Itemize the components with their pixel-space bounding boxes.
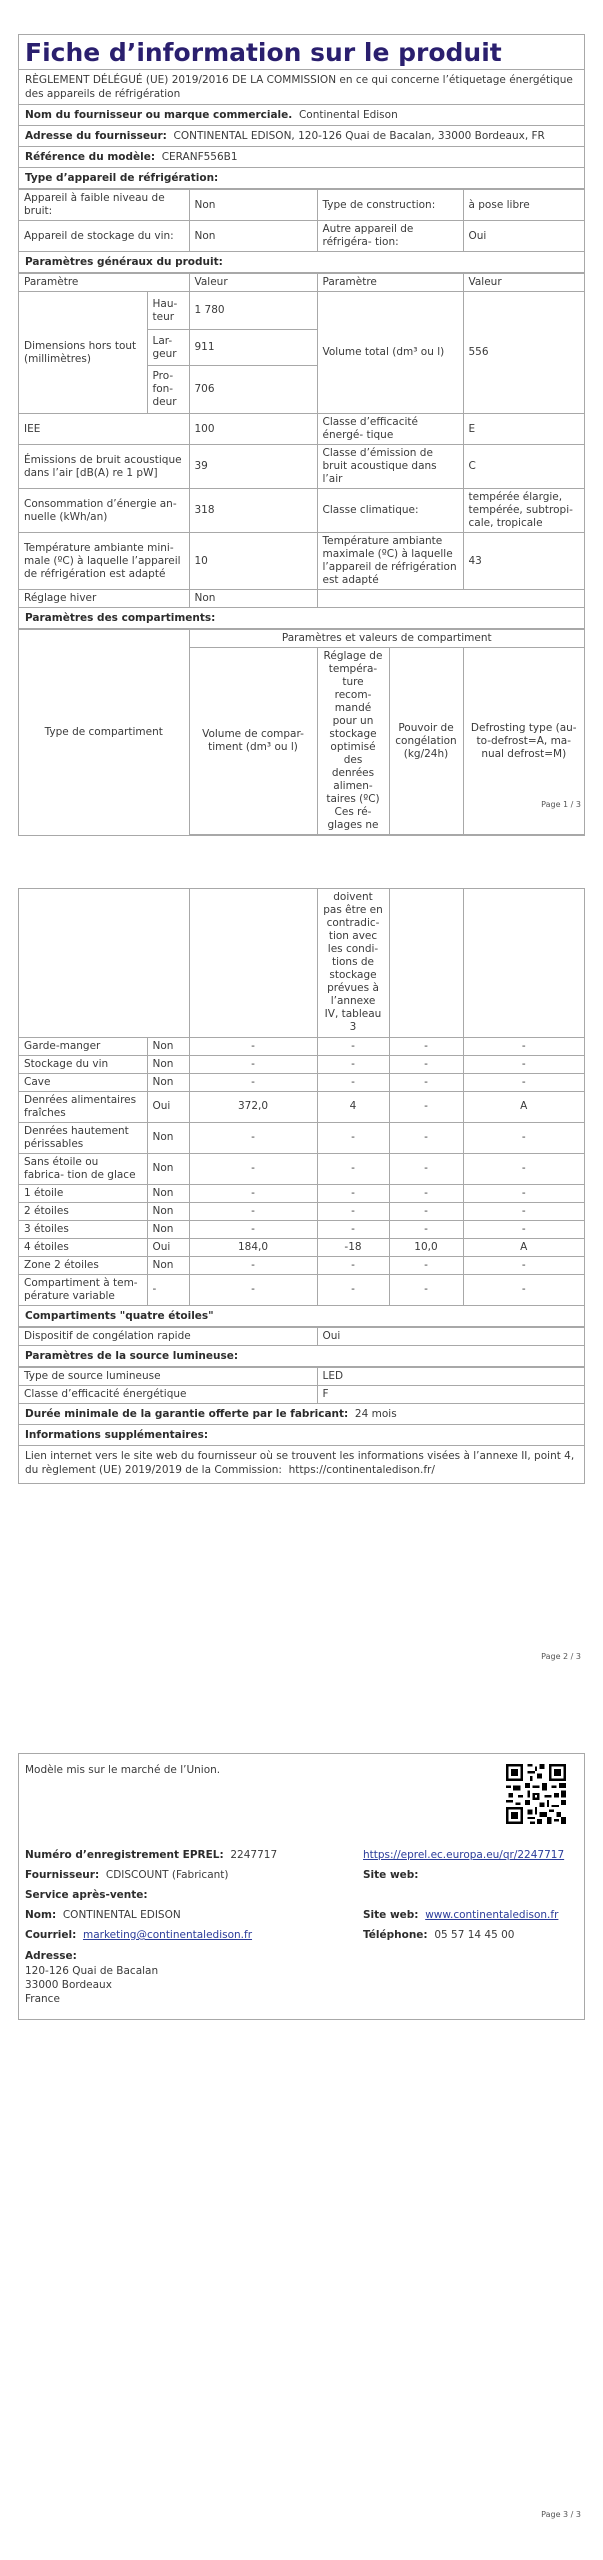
supplier-address-label: Adresse du fournisseur: <box>25 130 167 142</box>
appliance-type-heading: Type d’appareil de réfrigération: <box>19 168 584 189</box>
col-param-header-2: Paramètre <box>317 274 463 292</box>
light-heading: Paramètres de la source lumineuse: <box>19 1346 584 1367</box>
consumption-value: 318 <box>189 489 317 533</box>
table-row <box>19 1153 584 1184</box>
compartment-volume: - <box>189 1184 317 1202</box>
compartment-temp: - <box>317 1256 389 1274</box>
compartment-freezing: - <box>389 1274 463 1305</box>
compartment-temp: - <box>317 1122 389 1153</box>
guarantee-label: Durée minimale de la garantie offerte par le fabricant: <box>25 1407 349 1420</box>
table-row <box>19 1122 584 1153</box>
compartment-temp: -18 <box>317 1238 389 1256</box>
compartment-name: 3 étoiles <box>19 1220 147 1238</box>
compartment-volume: - <box>189 1122 317 1153</box>
compartment-temp: - <box>317 1202 389 1220</box>
compartment-name: Zone 2 étoiles <box>19 1256 147 1274</box>
other-value: Oui <box>463 221 584 252</box>
type-header: Type de compartiment <box>19 630 189 835</box>
address-line-1: 120-126 Quai de Bacalan <box>25 1965 159 1977</box>
supplier-name-label: Nom du fournisseur ou marque commerciale. <box>25 109 293 121</box>
compartment-defrost: A <box>463 1238 584 1256</box>
max-temp-label: Température ambiante maximale (ºC) à laquelle l’appareil de réfrigération est adapté <box>317 533 463 590</box>
compartment-name: Sans étoile ou fabrica- tion de glace <box>19 1153 147 1184</box>
page-number-3: Page 3 / 3 <box>541 2510 581 2519</box>
service-address-block <box>25 1964 158 2006</box>
compartment-freezing: - <box>389 1202 463 1220</box>
compartment-freezing: - <box>389 1055 463 1073</box>
eprel-link[interactable]: https://eprel.ec.europa.eu/qr/2247717 <box>363 1849 565 1861</box>
compartment-freezing: - <box>389 1256 463 1274</box>
wine-label: Appareil de stockage du vin: <box>19 221 189 252</box>
compartment-present: Non <box>147 1184 189 1202</box>
service-mail-link[interactable]: marketing@continentaledison.fr <box>82 1929 253 1941</box>
service-mail-label: Courriel: <box>25 1929 77 1941</box>
iee-label: IEE <box>19 414 189 445</box>
address-line-2: 33000 Bordeaux <box>25 1979 112 1991</box>
service-address-label: Adresse: <box>25 1950 77 1962</box>
other-label: Autre appareil de réfrigéra- tion: <box>317 221 463 252</box>
address-line-3: France <box>25 1993 60 2005</box>
compartment-defrost: - <box>463 1184 584 1202</box>
compartments-header-table <box>19 629 584 835</box>
additional-text: Lien internet vers le site web du fournisseur où se trouvent les informations visées à l’annexe II, point 4, du règlement (UE) 2019/2019 de la Commission: <box>25 1449 575 1476</box>
page-number-2: Page 2 / 3 <box>541 1652 581 1661</box>
height-value: 1 780 <box>189 292 317 330</box>
width-label: Lar- geur <box>147 330 189 366</box>
page-title: Fiche d’information sur le produit <box>19 35 584 70</box>
compartment-defrost: - <box>463 1122 584 1153</box>
manufacturer-value: CDISCOUNT (Fabricant) <box>105 1869 229 1881</box>
table-row <box>19 1073 584 1091</box>
compartment-present: Non <box>147 1220 189 1238</box>
compartment-temp: - <box>317 1073 389 1091</box>
compartment-present: Non <box>147 1153 189 1184</box>
wine-value: Non <box>189 221 317 252</box>
compartment-volume: - <box>189 1055 317 1073</box>
col-value-header-2: Valeur <box>463 274 584 292</box>
site-label: Site web: <box>363 1869 419 1881</box>
compartment-volume: - <box>189 1073 317 1091</box>
model-label: Référence du modèle: <box>25 151 156 163</box>
four-star-heading: Compartiments "quatre étoiles" <box>19 1306 584 1327</box>
noise-label: Émissions de bruit acoustique dans l’air [dB(A) re 1 pW] <box>19 445 189 489</box>
low-noise-value: Non <box>189 190 317 221</box>
height-label: Hau- teur <box>147 292 189 330</box>
table-row <box>19 1220 584 1238</box>
construction-value: à pose libre <box>463 190 584 221</box>
table-row <box>19 1091 584 1122</box>
light-type-label: Type de source lumineuse <box>19 1367 317 1385</box>
compartment-name: Stockage du vin <box>19 1055 147 1073</box>
service-name-value: CONTINENTAL EDISON <box>62 1909 181 1921</box>
col-value-header: Valeur <box>189 274 317 292</box>
compartment-present: Non <box>147 1055 189 1073</box>
compartment-temp: 4 <box>317 1091 389 1122</box>
page-3-sheet <box>18 1753 585 2020</box>
compartment-name: 1 étoile <box>19 1184 147 1202</box>
compartment-defrost: - <box>463 1037 584 1055</box>
model-row <box>19 147 584 168</box>
consumption-label: Consommation d’énergie an- nuelle (kWh/an) <box>19 489 189 533</box>
service-mail-line <box>25 1929 252 1941</box>
compartment-freezing: 10,0 <box>389 1238 463 1256</box>
col-param-header: Paramètre <box>19 274 189 292</box>
compartment-volume: - <box>189 1037 317 1055</box>
noise-value: 39 <box>189 445 317 489</box>
type-header-cont <box>19 889 189 1037</box>
compartment-defrost: A <box>463 1091 584 1122</box>
compartment-freezing: - <box>389 1184 463 1202</box>
service-phone-value: 05 57 14 45 00 <box>434 1929 515 1941</box>
market-text: Modèle mis sur le marché de l’Union. <box>25 1764 221 1776</box>
page-2-sheet <box>18 888 585 1484</box>
light-class-value: F <box>317 1385 584 1403</box>
fast-freeze-label: Dispositif de congélation rapide <box>19 1327 317 1345</box>
depth-label: Pro- fon- deur <box>147 366 189 414</box>
compartment-present: Non <box>147 1037 189 1055</box>
volume-header: Volume de compar- timent (dm³ ou l) <box>189 648 317 835</box>
light-class-label: Classe d’efficacité énergétique <box>19 1385 317 1403</box>
compartment-volume: - <box>189 1153 317 1184</box>
compartment-present: Non <box>147 1256 189 1274</box>
light-type-value: LED <box>317 1367 584 1385</box>
compartment-present: Oui <box>147 1091 189 1122</box>
setting-header-part2: doivent pas être en contradic- tion avec les condi- tions de stockage prévues à l’annexe IV, tableau 3 <box>317 889 389 1037</box>
eprel-line <box>25 1849 277 1861</box>
min-temp-label: Température ambiante mini- male (ºC) à laquelle l’appareil de réfrigération est adapté <box>19 533 189 590</box>
compartment-freezing: - <box>389 1122 463 1153</box>
compartment-freezing: - <box>389 1091 463 1122</box>
setting-header-part1: Réglage de tempéra- ture recom- mandé pour un stockage optimisé des denrées alimen- taires (ºC) Ces ré- glages ne <box>317 648 389 835</box>
iee-value: 100 <box>189 414 317 445</box>
winter-value: Non <box>189 590 317 608</box>
defrost-header: Defrosting type (au- to-defrost=A, ma- nual defrost=M) <box>463 648 584 835</box>
climate-label: Classe climatique: <box>317 489 463 533</box>
compartments-heading: Paramètres des compartiments: <box>19 608 584 629</box>
compartment-defrost: - <box>463 1055 584 1073</box>
additional-row <box>19 1446 584 1483</box>
noise-class-label: Classe d’émission de bruit acoustique dans l’air <box>317 445 463 489</box>
volume-header-cont <box>189 889 317 1037</box>
regulation-text: RÈGLEMENT DÉLÉGUÉ (UE) 2019/2016 DE LA COMMISSION en ce qui concerne l’étiquetage énergétique des appareils de réfrigération <box>19 70 584 105</box>
winter-label: Réglage hiver <box>19 590 189 608</box>
compartment-temp: - <box>317 1274 389 1305</box>
eff-class-label: Classe d’efficacité énergé- tique <box>317 414 463 445</box>
table-row <box>19 1274 584 1305</box>
general-heading: Paramètres généraux du produit: <box>19 252 584 273</box>
compartment-temp: - <box>317 1184 389 1202</box>
supplier-address-value: CONTINENTAL EDISON, 120-126 Quai de Bacalan, 33000 Bordeaux, FR <box>173 130 545 142</box>
additional-heading: Informations supplémentaires: <box>19 1425 584 1446</box>
compartment-present: Non <box>147 1073 189 1091</box>
compartment-present: Oui <box>147 1238 189 1256</box>
compartment-volume: - <box>189 1220 317 1238</box>
compartment-defrost: - <box>463 1202 584 1220</box>
table-row <box>19 1256 584 1274</box>
compartment-volume: - <box>189 1274 317 1305</box>
compartment-volume: - <box>189 1202 317 1220</box>
guarantee-value: 24 mois <box>354 1407 397 1420</box>
four-star-table <box>19 1327 584 1346</box>
page-1-sheet <box>18 34 585 836</box>
light-table <box>19 1367 584 1404</box>
defrost-header-cont <box>463 889 584 1037</box>
compartment-rows <box>19 1037 584 1305</box>
compartment-temp: - <box>317 1220 389 1238</box>
table-row <box>19 1184 584 1202</box>
volume-label: Volume total (dm³ ou l) <box>317 292 463 414</box>
supplier-address-row <box>19 126 584 147</box>
table-row <box>19 1238 584 1256</box>
aftersales-label: Service après-vente: <box>25 1889 148 1901</box>
eff-class-value: E <box>463 414 584 445</box>
manufacturer-label: Fournisseur: <box>25 1869 100 1881</box>
compartment-name: Compartiment à tem- pérature variable <box>19 1274 147 1305</box>
min-temp-value: 10 <box>189 533 317 590</box>
service-web-line <box>363 1909 558 1921</box>
width-value: 911 <box>189 330 317 366</box>
service-web-link[interactable]: www.continentaledison.fr <box>425 1909 559 1921</box>
table-row <box>19 1055 584 1073</box>
general-table <box>19 273 584 608</box>
compartment-freezing: - <box>389 1153 463 1184</box>
compartment-present: Non <box>147 1122 189 1153</box>
compartment-volume: 372,0 <box>189 1091 317 1122</box>
freezing-header-cont <box>389 889 463 1037</box>
construction-label: Type de construction: <box>317 190 463 221</box>
empty-cell <box>317 590 584 608</box>
compartment-name: Denrées hautement périssables <box>19 1122 147 1153</box>
table-row <box>19 1202 584 1220</box>
compartment-freezing: - <box>389 1073 463 1091</box>
compartment-temp: - <box>317 1037 389 1055</box>
group-header: Paramètres et valeurs de compartiment <box>189 630 584 648</box>
depth-value: 706 <box>189 366 317 414</box>
dims-label: Dimensions hors tout (millimètres) <box>19 292 147 414</box>
supplier-name-row <box>19 105 584 126</box>
supplier-name-value: Continental Edison <box>298 109 398 121</box>
compartment-present: Non <box>147 1202 189 1220</box>
appliance-type-table <box>19 189 584 252</box>
manufacturer-line <box>25 1869 229 1881</box>
compartment-name: Denrées alimentaires fraîches <box>19 1091 147 1122</box>
volume-value: 556 <box>463 292 584 414</box>
compartment-defrost: - <box>463 1153 584 1184</box>
table-row <box>19 1037 584 1055</box>
guarantee-row <box>19 1404 584 1425</box>
max-temp-value: 43 <box>463 533 584 590</box>
service-name-line <box>25 1909 181 1921</box>
compartment-volume: - <box>189 1256 317 1274</box>
compartment-temp: - <box>317 1153 389 1184</box>
climate-value: tempérée élargie, tempérée, subtropi- cale, tropicale <box>463 489 584 533</box>
compartment-temp: - <box>317 1055 389 1073</box>
compartment-present: - <box>147 1274 189 1305</box>
service-phone-line <box>363 1929 514 1941</box>
compartments-table <box>19 889 584 1306</box>
service-web-label: Site web: <box>363 1909 419 1921</box>
compartment-defrost: - <box>463 1274 584 1305</box>
page-number-1: Page 1 / 3 <box>541 800 581 809</box>
compartment-defrost: - <box>463 1220 584 1238</box>
qr-code <box>506 1764 566 1824</box>
compartment-defrost: - <box>463 1256 584 1274</box>
service-name-label: Nom: <box>25 1909 57 1921</box>
freezing-header: Pouvoir de congélation (kg/24h) <box>389 648 463 835</box>
compartment-volume: 184,0 <box>189 1238 317 1256</box>
fast-freeze-value: Oui <box>317 1327 584 1345</box>
compartment-name: 2 étoiles <box>19 1202 147 1220</box>
eprel-label: Numéro d’enregistrement EPREL: <box>25 1849 224 1861</box>
eprel-value: 2247717 <box>230 1849 278 1861</box>
low-noise-label: Appareil à faible niveau de bruit: <box>19 190 189 221</box>
compartment-name: Cave <box>19 1073 147 1091</box>
compartment-name: 4 étoiles <box>19 1238 147 1256</box>
compartment-defrost: - <box>463 1073 584 1091</box>
compartment-freezing: - <box>389 1220 463 1238</box>
noise-class-value: C <box>463 445 584 489</box>
compartment-name: Garde-manger <box>19 1037 147 1055</box>
model-value: CERANF556B1 <box>161 151 238 163</box>
compartment-freezing: - <box>389 1037 463 1055</box>
supplier-url[interactable]: https://continentaledison.fr/ <box>288 1463 435 1476</box>
service-phone-label: Téléphone: <box>363 1929 428 1941</box>
